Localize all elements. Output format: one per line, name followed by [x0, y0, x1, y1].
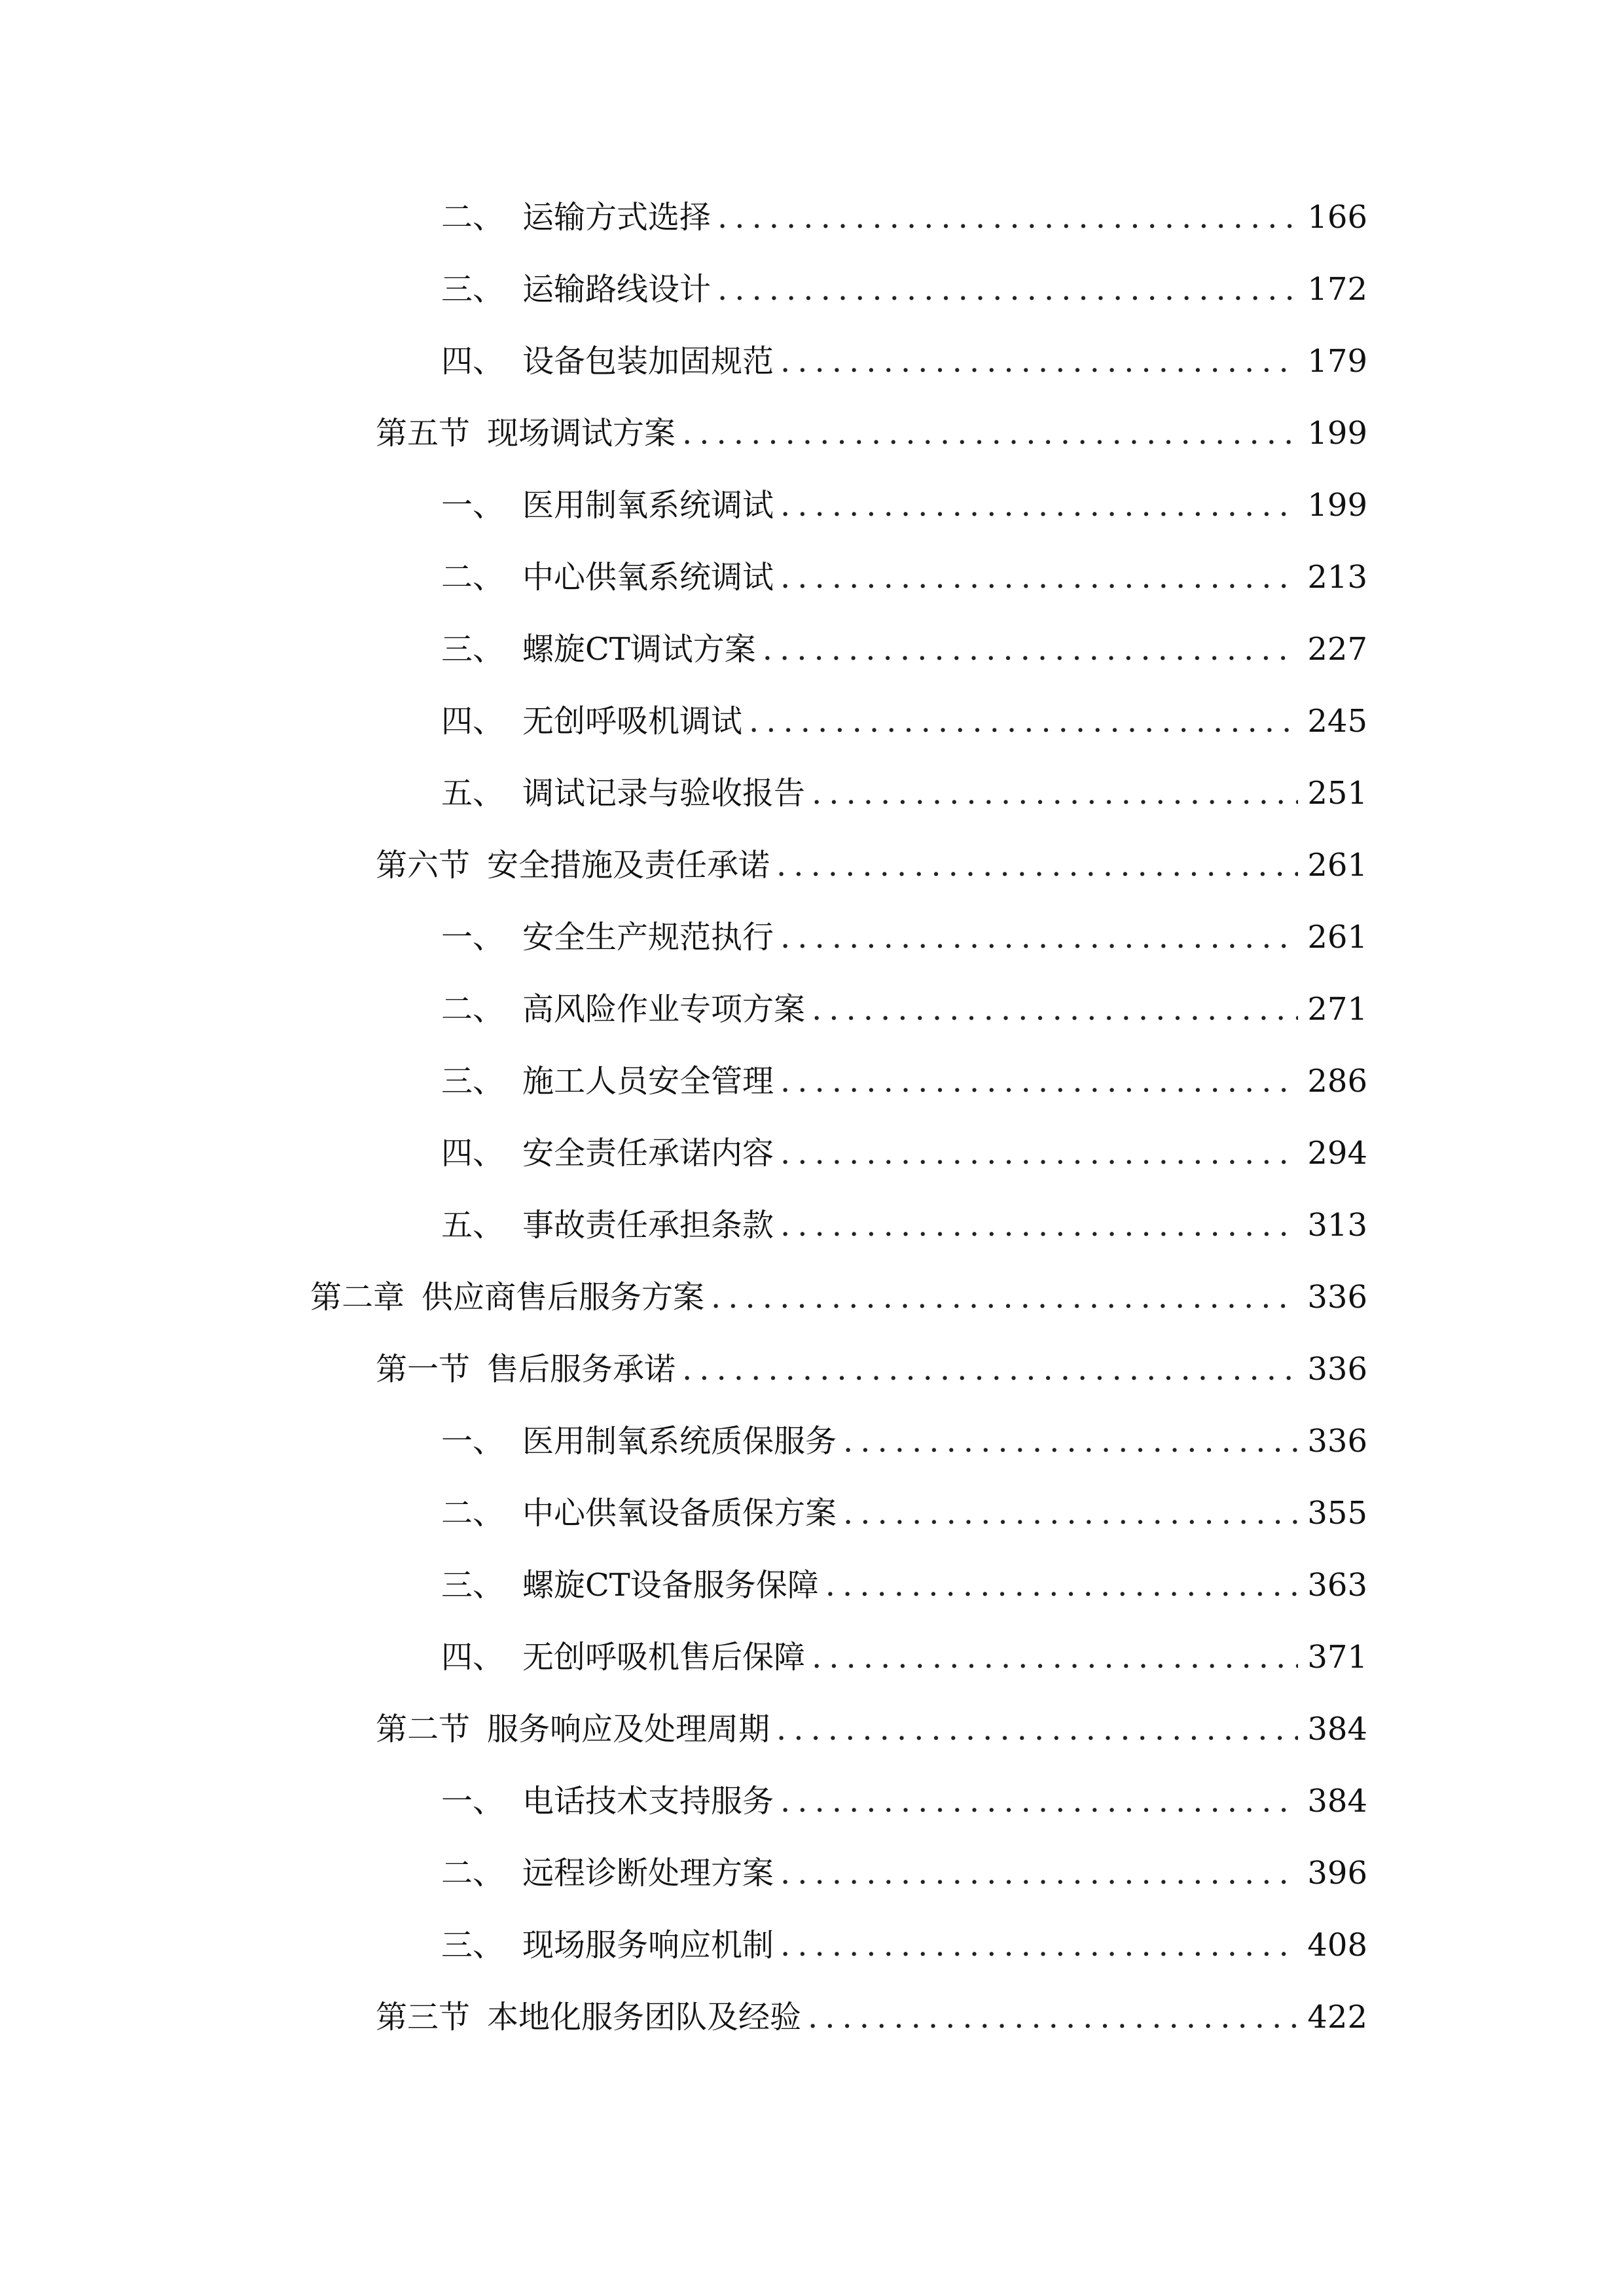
- toc-dot-leader: [711, 1271, 1298, 1323]
- toc-entry-title: 无创呼吸机售后保障: [522, 1639, 806, 1676]
- toc-dot-leader: [843, 1487, 1298, 1539]
- toc-entry-title: 医用制氧系统调试: [522, 487, 774, 524]
- toc-dot-leader: [717, 263, 1298, 315]
- toc-entry[interactable]: [441, 1919, 1367, 1971]
- toc-page-number: 166: [1307, 199, 1367, 236]
- toc-page-number: 336: [1307, 1423, 1367, 1460]
- toc-entry-number: 一、: [441, 1783, 505, 1820]
- toc-entry[interactable]: [441, 1415, 1367, 1467]
- toc-page-number: 384: [1307, 1711, 1367, 1748]
- toc-entry-title: 供应商售后服务方案: [422, 1279, 705, 1316]
- toc-entry[interactable]: [441, 551, 1367, 603]
- toc-entry-number: 第二节: [376, 1711, 471, 1748]
- toc-entry-number: 三、: [441, 271, 505, 308]
- toc-dot-leader: [717, 191, 1298, 243]
- toc-entry[interactable]: [376, 1703, 1367, 1755]
- toc-entry-title: 施工人员安全管理: [522, 1063, 774, 1100]
- toc-dot-leader: [780, 1775, 1298, 1827]
- toc-dot-leader: [808, 1991, 1298, 2043]
- toc-page-number: 172: [1307, 271, 1367, 308]
- toc-dot-leader: [780, 1919, 1298, 1971]
- toc-page-number: 271: [1307, 991, 1367, 1028]
- toc-entry[interactable]: [441, 1055, 1367, 1107]
- toc-entry-title: 安全责任承诺内容: [522, 1135, 774, 1172]
- toc-page-number: 199: [1307, 415, 1367, 452]
- toc-entry-number: 二、: [441, 991, 505, 1028]
- toc-entry[interactable]: [441, 479, 1367, 531]
- toc-dot-leader: [763, 623, 1299, 675]
- toc-entry[interactable]: [441, 1847, 1367, 1899]
- toc-dot-leader: [780, 479, 1298, 531]
- toc-dot-leader: [825, 1559, 1299, 1611]
- toc-page-number: 355: [1307, 1495, 1367, 1532]
- toc-entry-title: 螺旋CT调试方案: [522, 631, 756, 668]
- toc-dot-leader: [780, 911, 1298, 963]
- toc-entry-number: 第六节: [376, 847, 471, 884]
- toc-entry-number: 四、: [441, 1135, 505, 1172]
- toc-entry-title: 售后服务承诺: [487, 1351, 676, 1388]
- toc-page-number: 363: [1307, 1567, 1367, 1604]
- toc-entry-number: 一、: [441, 487, 505, 524]
- toc-entry[interactable]: [441, 911, 1367, 963]
- toc-entry-title: 运输方式选择: [522, 199, 712, 236]
- toc-entry-number: 第二章: [310, 1279, 405, 1316]
- toc-entry[interactable]: [441, 623, 1367, 675]
- toc-entry-number: 三、: [441, 1063, 505, 1100]
- toc-dot-leader: [749, 695, 1298, 747]
- toc-entry-number: 五、: [441, 775, 505, 812]
- toc-entry[interactable]: [441, 1127, 1367, 1179]
- toc-entry-title: 现场调试方案: [487, 415, 676, 452]
- toc-entry-number: 三、: [441, 1927, 505, 1964]
- toc-entry-title: 服务响应及处理周期: [487, 1711, 770, 1748]
- toc-entry-title: 调试记录与验收报告: [522, 775, 806, 812]
- toc-dot-leader: [780, 1055, 1298, 1107]
- toc-entry[interactable]: [441, 695, 1367, 747]
- toc-entry-number: 三、: [441, 1567, 505, 1604]
- toc-page-number: 227: [1307, 631, 1367, 668]
- toc-page-number: 294: [1307, 1135, 1367, 1172]
- toc-entry-number: 二、: [441, 559, 505, 596]
- toc-entry-title: 事故责任承担条款: [522, 1207, 774, 1244]
- toc-entry-number: 四、: [441, 703, 505, 740]
- toc-entry-number: 四、: [441, 343, 505, 380]
- toc-dot-leader: [812, 767, 1298, 819]
- toc-dot-leader: [780, 1127, 1298, 1179]
- toc-entry-title: 中心供氧设备质保方案: [522, 1495, 837, 1532]
- toc-entry-number: 四、: [441, 1639, 505, 1676]
- toc-page-number: 199: [1307, 487, 1367, 524]
- toc-entry-title: 本地化服务团队及经验: [487, 1999, 802, 2036]
- toc-page-number: 261: [1307, 919, 1367, 956]
- toc-page-number: 313: [1307, 1207, 1367, 1244]
- toc-entry[interactable]: [441, 335, 1367, 387]
- toc-entry-number: 五、: [441, 1207, 505, 1244]
- toc-entry-title: 安全措施及责任承诺: [487, 847, 770, 884]
- toc-entry-number: 第一节: [376, 1351, 471, 1388]
- toc-entry[interactable]: [376, 1991, 1367, 2043]
- toc-entry[interactable]: [441, 1631, 1367, 1683]
- toc-entry-title: 无创呼吸机调试: [522, 703, 743, 740]
- toc-dot-leader: [780, 551, 1298, 603]
- toc-entry-number: 第五节: [376, 415, 471, 452]
- toc-entry[interactable]: [441, 767, 1367, 819]
- toc-entry[interactable]: [441, 1775, 1367, 1827]
- toc-entry-title: 中心供氧系统调试: [522, 559, 774, 596]
- toc-entry-number: 二、: [441, 1495, 505, 1532]
- toc-page-number: 336: [1307, 1279, 1367, 1316]
- toc-page-number: 261: [1307, 847, 1367, 884]
- toc-entry-title: 螺旋CT设备服务保障: [522, 1567, 819, 1604]
- toc-dot-leader: [682, 407, 1298, 459]
- toc-dot-leader: [776, 1703, 1298, 1755]
- toc-page-number: 245: [1307, 703, 1367, 740]
- toc-page-number: 396: [1307, 1855, 1367, 1892]
- toc-entry[interactable]: [441, 1199, 1367, 1251]
- toc-entry-title: 高风险作业专项方案: [522, 991, 806, 1028]
- toc-entry[interactable]: [441, 1487, 1367, 1539]
- toc-entry-number: 二、: [441, 199, 505, 236]
- toc-page-number: 371: [1307, 1639, 1367, 1676]
- toc-entry[interactable]: [441, 983, 1367, 1035]
- toc-entry-title: 远程诊断处理方案: [522, 1855, 774, 1892]
- toc-entry-number: 一、: [441, 1423, 505, 1460]
- toc-page-number: 179: [1307, 343, 1367, 380]
- toc-page-number: 336: [1307, 1351, 1367, 1388]
- toc-entry[interactable]: [441, 191, 1367, 243]
- toc-entry-title: 安全生产规范执行: [522, 919, 774, 956]
- toc-page-number: 422: [1307, 1999, 1367, 2036]
- toc-page-number: 213: [1307, 559, 1367, 596]
- toc-entry-title: 现场服务响应机制: [522, 1927, 774, 1964]
- toc-entry[interactable]: [376, 407, 1367, 459]
- toc-entry-number: 三、: [441, 631, 505, 668]
- toc-entry[interactable]: [441, 263, 1367, 315]
- toc-dot-leader: [812, 1631, 1298, 1683]
- toc-dot-leader: [682, 1343, 1298, 1395]
- toc-dot-leader: [780, 335, 1298, 387]
- toc-entry-title: 设备包装加固规范: [522, 343, 774, 380]
- toc-entry[interactable]: [441, 1559, 1367, 1611]
- toc-entry-number: 二、: [441, 1855, 505, 1892]
- toc-entry-number: 第三节: [376, 1999, 471, 2036]
- toc-entry-title: 运输路线设计: [522, 271, 712, 308]
- toc-dot-leader: [843, 1415, 1298, 1467]
- toc-page-number: 286: [1307, 1063, 1367, 1100]
- toc-page-number: 408: [1307, 1927, 1367, 1964]
- toc-dot-leader: [780, 1847, 1298, 1899]
- toc-page-number: 384: [1307, 1783, 1367, 1820]
- toc-dot-leader: [812, 983, 1298, 1035]
- toc-entry[interactable]: [376, 1343, 1367, 1395]
- toc-page-number: 251: [1307, 775, 1367, 812]
- toc-dot-leader: [776, 839, 1298, 891]
- toc-entry[interactable]: [376, 839, 1367, 891]
- toc-dot-leader: [780, 1199, 1298, 1251]
- toc-entry-title: 电话技术支持服务: [522, 1783, 774, 1820]
- toc-entry[interactable]: [310, 1271, 1367, 1323]
- toc-entry-number: 一、: [441, 919, 505, 956]
- toc-entry-title: 医用制氧系统质保服务: [522, 1423, 837, 1460]
